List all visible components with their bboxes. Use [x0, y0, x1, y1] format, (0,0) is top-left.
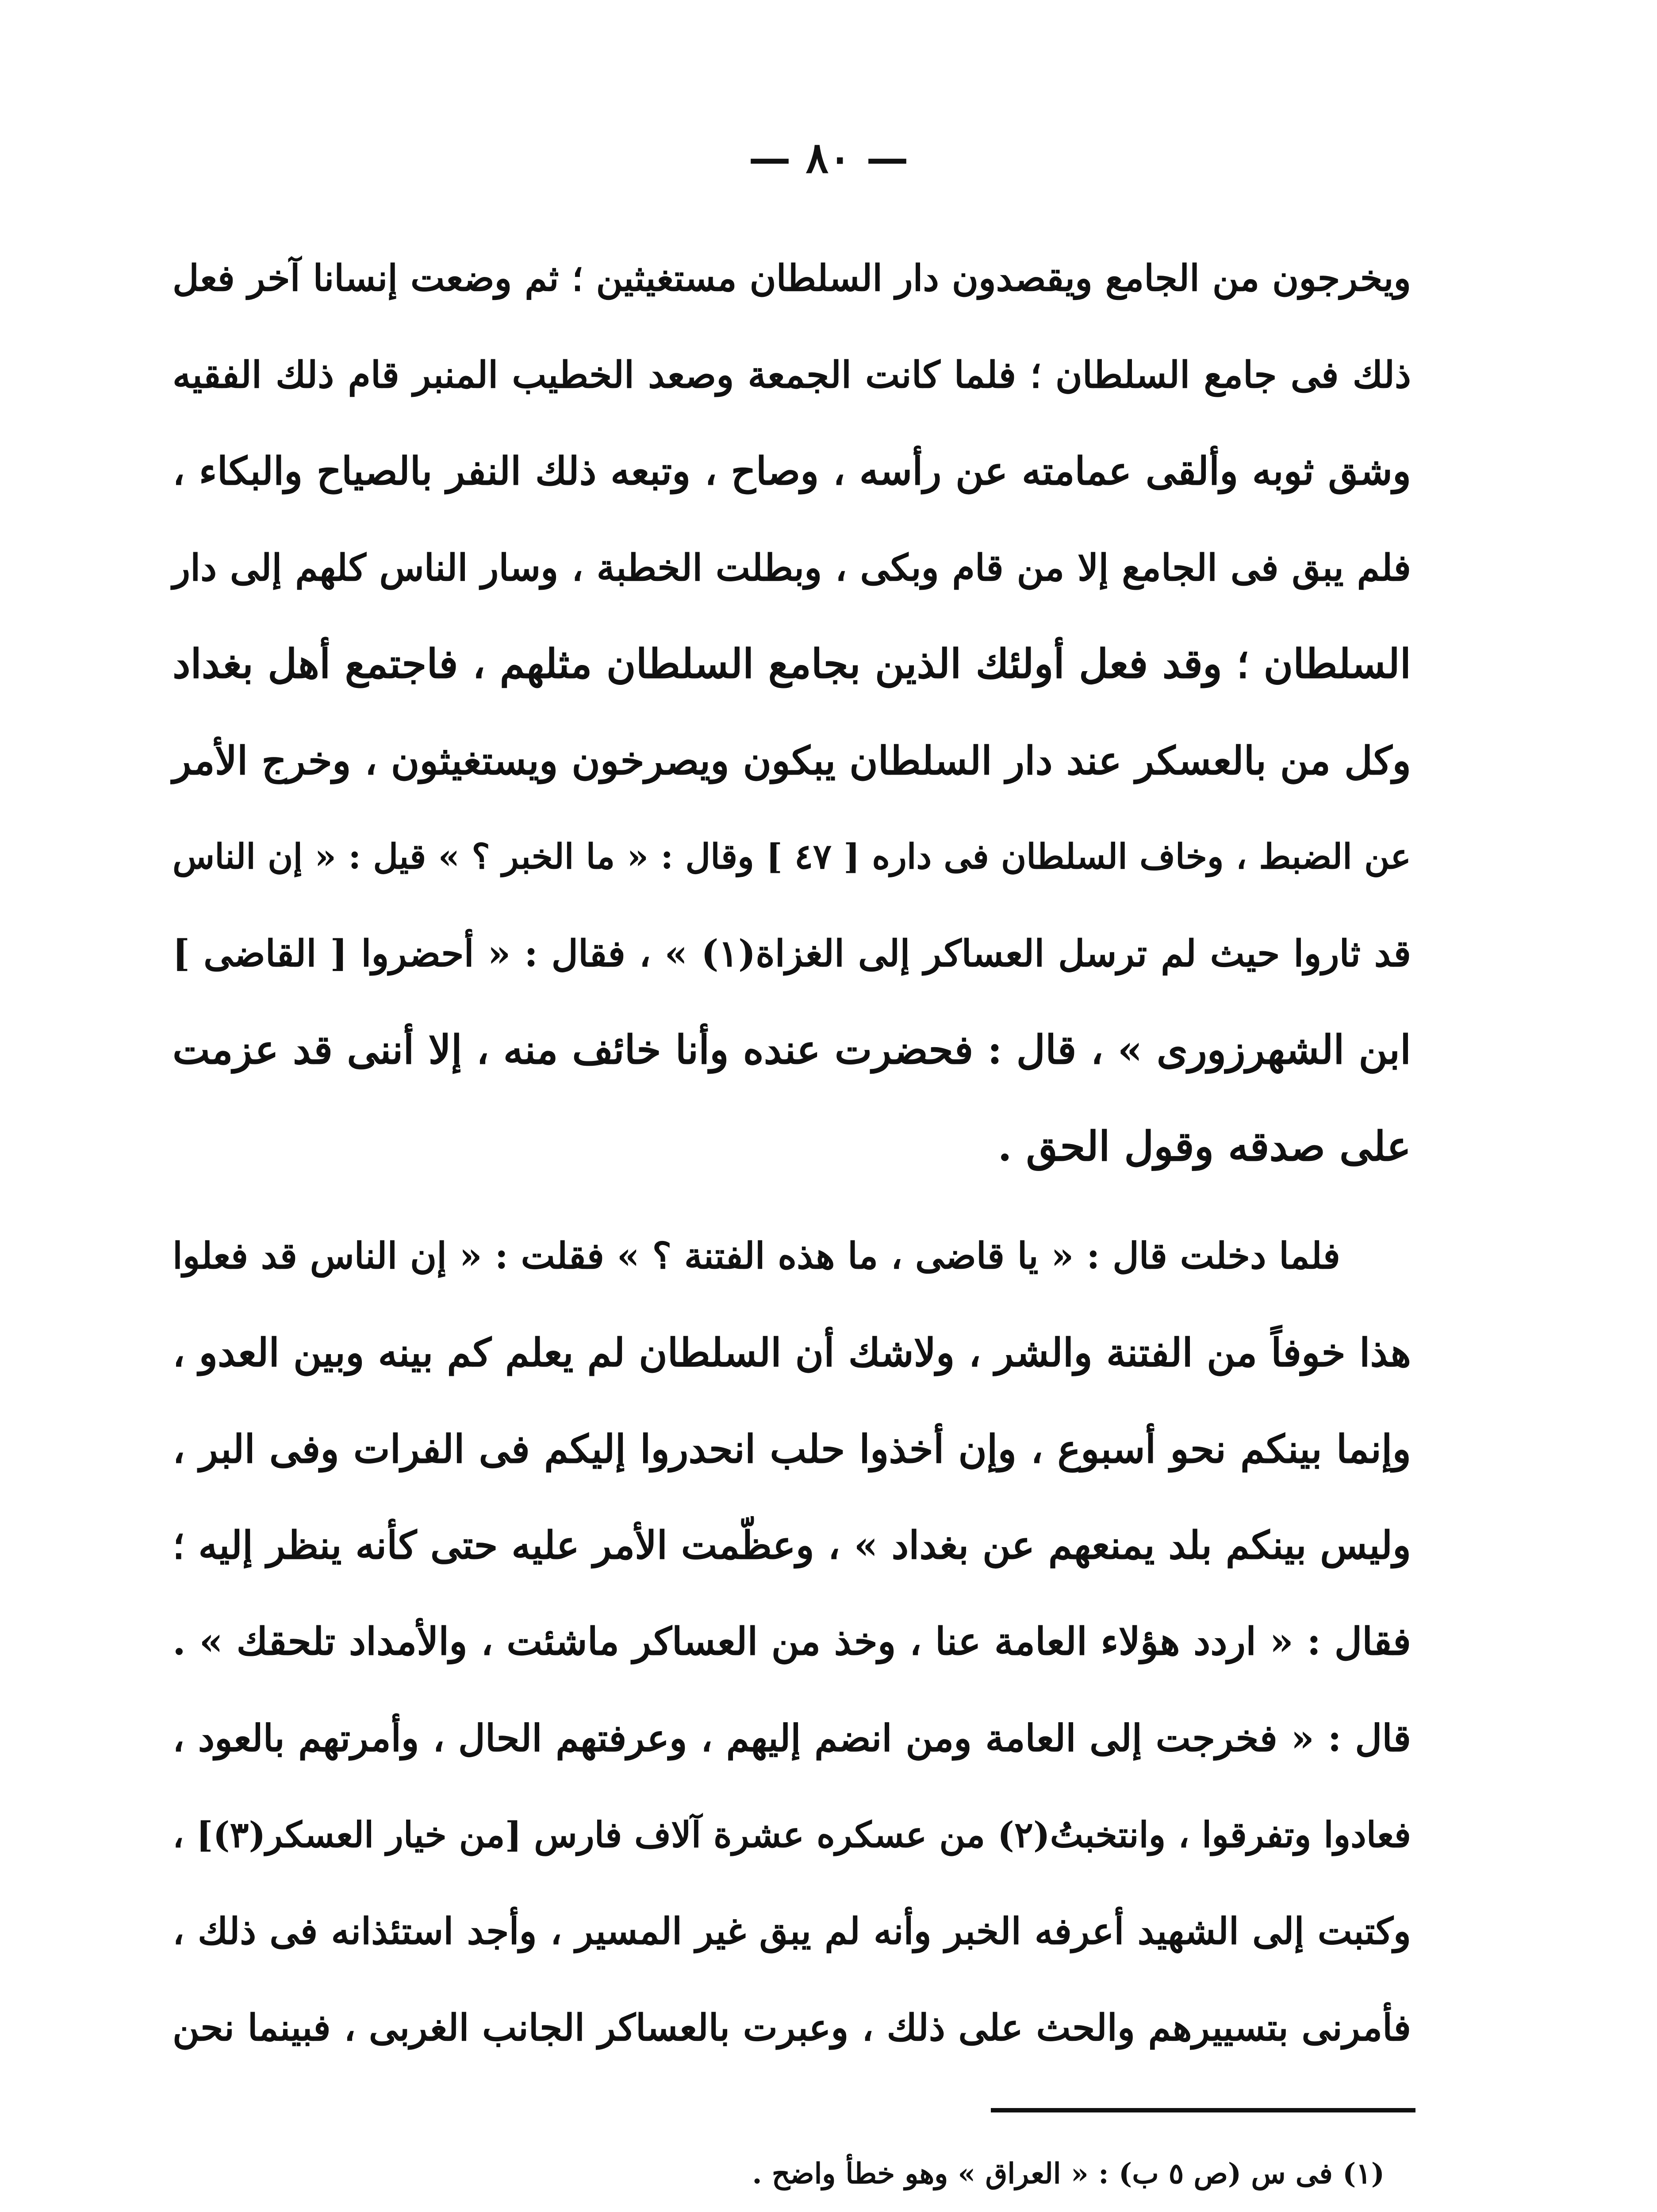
- text-line: على صدقه وقول الحق .: [997, 1122, 1411, 1170]
- text-line: ويخرجون من الجامع ويقصدون دار السلطان مستغيثين ؛ ثم وضعت إنسانا آخر فعل: [173, 257, 1411, 300]
- text-line: وليس بينكم بلد يمنعهم عن بغداد » ، وعظّمت الأمر عليه حتى كأنه ينظر إليه ؛: [173, 1522, 1411, 1568]
- text-line: وشق ثوبه وألقى عمامته عن رأسه ، وصاح ، وتبعه ذلك النفر بالصياح والبكاء ،: [173, 448, 1411, 494]
- text-line: فعادوا وتفرقوا ، وانتخبتُ(٢) من عسكره عشرة آلاف فارس [من خيار العسكر(٣)] ،: [173, 1814, 1412, 1855]
- text-line: عن الضبط ، وخاف السلطان فى داره [ ٤٧ ] وقال : « ما الخبر ؟ » قيل : « إن الناس: [173, 837, 1411, 877]
- footnote-2: [575, 2202, 1385, 2212]
- text-line: فأمرنى بتسييرهم والحث على ذلك ، وعبرت بالعساكر الجانب الغربى ، فبينما نحن: [173, 2006, 1411, 2049]
- text-line: قد ثاروا حيث لم ترسل العساكر إلى الغزاة(١) » ، فقال : « أحضروا [ القاضى ]: [173, 932, 1412, 975]
- paragraph-1: [173, 230, 1411, 1194]
- text-line: فقال : « اردد هؤلاء العامة عنا ، وخذ من العساكر ماشئت ، والأمداد تلحقك » .: [173, 1619, 1411, 1664]
- text-line: قال : « فخرجت إلى العامة ومن انضم إليهم ، وعرفتهم الحال ، وأمرتهم بالعود ،: [173, 1716, 1411, 1760]
- text-line: هذا خوفاً من الفتنة والشر ، ولاشك أن السلطان لم يعلم كم بينه وبين العدو ،: [173, 1329, 1411, 1375]
- text-line: فلما دخلت قال : « يا قاضى ، ما هذه الفتنة ؟ » فقلت : « إن الناس قد فعلوا: [173, 1235, 1340, 1277]
- paragraph-2: [173, 1208, 1411, 2076]
- text-line: فلم يبق فى الجامع إلا من قام وبكى ، وبطلت الخطبة ، وسار الناس كلهم إلى دار: [173, 546, 1411, 589]
- text-line: السلطان ؛ وقد فعل أولئك الذين بجامع السلطان مثلهم ، فاجتمع أهل بغداد: [173, 641, 1411, 687]
- text-line: وكل من بالعسكر عند دار السلطان يبكون ويصرخون ويستغيثون ، وخرج الأمر: [173, 737, 1411, 783]
- text-line: ذلك فى جامع السلطان ؛ فلما كانت الجمعة وصعد الخطيب المنبر قام ذلك الفقيه: [173, 353, 1411, 396]
- text-line: ابن الشهرزورى » ، قال : فحضرت عنده وأنا خائف منه ، إلا أننى قد عزمت: [173, 1026, 1411, 1073]
- footnote-divider: [991, 2108, 1415, 2112]
- footnote-1: (١) فى س (ص ٥ ب) : « العراق » وهو خطأ واضح .: [752, 2157, 1385, 2190]
- text-line: وإنما بينكم نحو أسبوع ، وإن أخذوا حلب انحدروا إليكم فى الفرات وفى البر ،: [173, 1426, 1411, 1472]
- page-number: — ٨٠ —: [748, 133, 909, 183]
- text-line: وكتبت إلى الشهيد أعرفه الخبر وأنه لم يبق غير المسير ، وأجد استئذانه فى ذلك ،: [173, 1909, 1411, 1953]
- footnotes: [575, 2146, 1385, 2212]
